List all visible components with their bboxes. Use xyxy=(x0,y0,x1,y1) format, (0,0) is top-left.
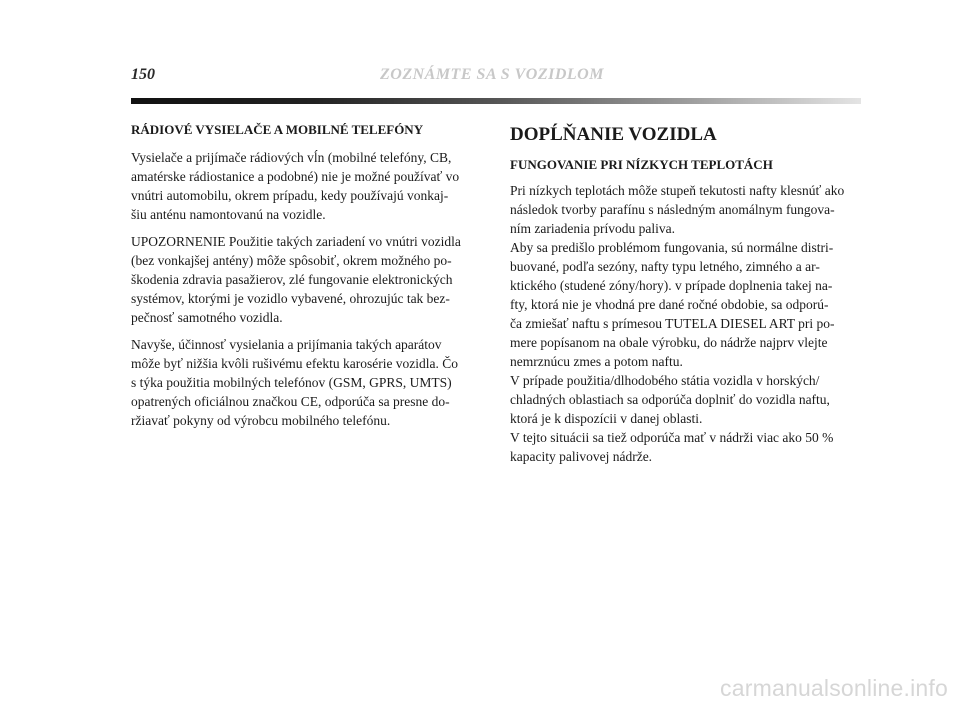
running-header-title: ZOZNÁMTE SA S VOZIDLOM xyxy=(380,66,604,83)
low-temperature-subheading: FUNGOVANIE PRI NÍZKYCH TEPLOTÁCH xyxy=(510,156,773,172)
paragraph-transmitters-intro: Vysielače a prijímače rádiových vĺn (mobilné telefóny, CB, amatérske rádiostanice a podobné) nie je možné používať vo vnútri automobilu, okrem prípadu, kedy používajú vonkaj- šiu anténu namontovanú na vozidle. xyxy=(131,149,460,222)
paragraph-low-temperature: Pri nízkych teplotách môže stupeň tekutosti nafty klesnúť ako následok tvorby parafínu s následným anomálnym fungova- ním zariadenia prívodu paliva. Aby sa predišlo problémom fungovania, sú normálne distri- buované, podľa sezóny, nafty typu letného, zimného a ar- ktického (studené zóny/hory). v prípade doplnenia takej na- fty, ktorá nie je vhodná pre dané ročné obdobie, sa odporú- ča zmiešať naftu s prímesou TUTELA DIESEL ART pri po- mere popísanom na obale výrobku, do nádrže najprv vlejte nemrznúcu zmes a potom naftu. V prípade použitia/dlhodobého státia vozidla v horských/ chladných oblastiach sa odporúča doplniť do vozidla naftu, ktorá je k dispozícii v danej oblasti. V tejto situácii sa tiež odporúča mať v nádrži viac ako 50 % kapacity palivovej nádrže. xyxy=(510,183,845,465)
radio-transmitters-heading: RÁDIOVÉ VYSIELAČE A MOBILNÉ TELEFÓNY xyxy=(131,122,424,137)
paragraph-efficiency: Navyše, účinnosť vysielania a prijímania takých aparátov môže byť nižšia kvôli rušivému efektu karosérie vozidla. Čo s týka použitia mobilných telefónov (GSM, GPRS, UMTS) opatrených oficiálnou značkou CE, odporúča sa presne do- ržiavať pokyny od výrobcu mobilného telefónu. xyxy=(131,336,459,428)
page-number: 150 xyxy=(131,66,155,83)
refueling-heading: DOPĹŇANIE VOZIDLA xyxy=(510,124,717,145)
header-gradient-rule xyxy=(131,98,861,104)
paragraph-warning: UPOZORNENIE Použitie takých zariadení vo vnútri vozidla (bez vonkajšej antény) môže spôsobiť, okrem možného po- škodenia zdravia pasažierov, zlé fungovanie elektronických systémov, ktorými je vozidlo vybavené, ohrozujúc tak bez- pečnosť samotného vozidla. xyxy=(131,233,461,325)
watermark-text: carmanualsonline.info xyxy=(720,675,948,701)
right-column xyxy=(510,122,860,474)
left-column xyxy=(131,122,479,438)
